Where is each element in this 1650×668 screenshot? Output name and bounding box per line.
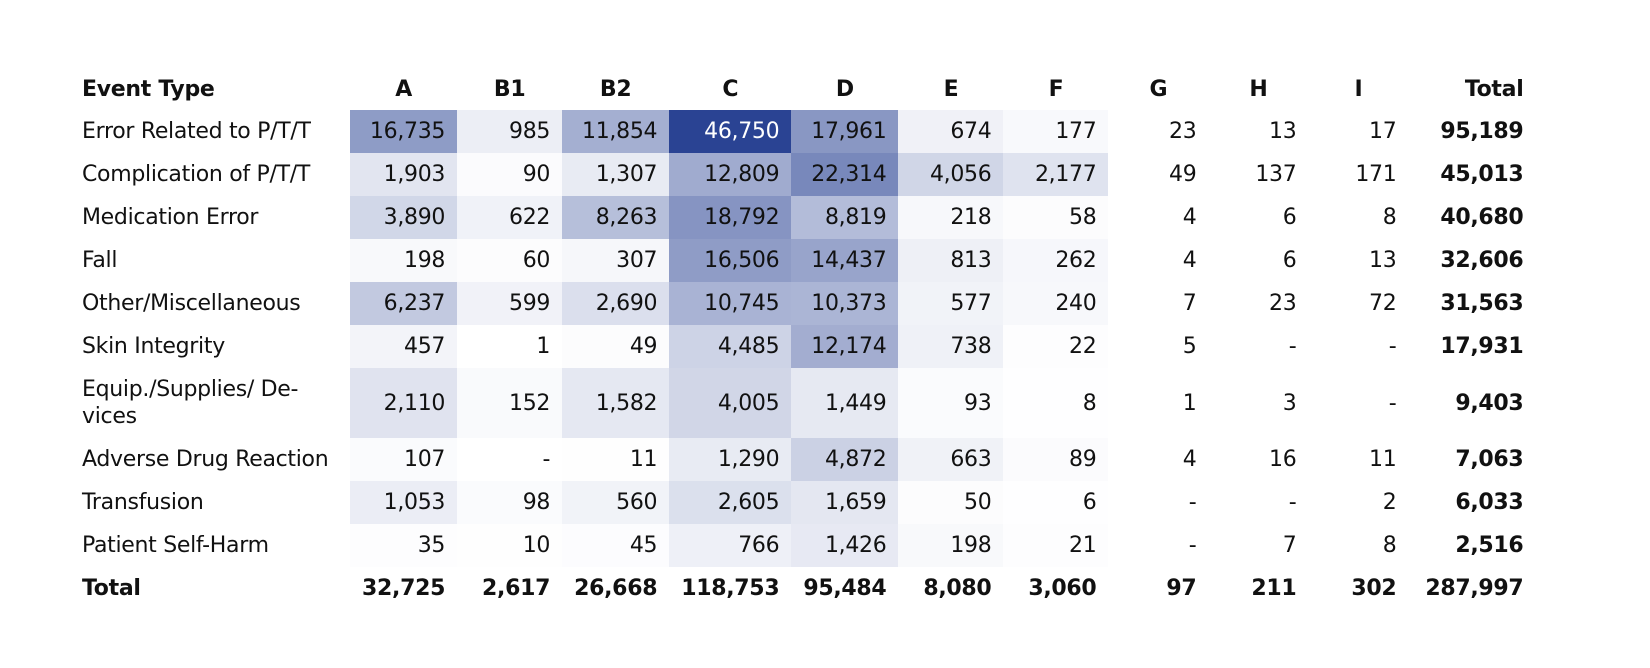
heatmap-cell: 12,809 [669, 153, 791, 196]
heatmap-cell: 218 [898, 196, 1003, 239]
row-label: Adverse Drug Reaction [82, 447, 329, 472]
column-total-cell: 97 [1166, 576, 1197, 601]
heatmap-cell: 1,290 [669, 438, 791, 481]
column-header-a: A [395, 77, 412, 102]
heatmap-cell: 2,177 [1003, 153, 1108, 196]
heatmap-cell: 22 [1003, 325, 1108, 368]
heatmap-cell: 7 [1282, 533, 1297, 558]
heatmap-cell: 11,854 [562, 110, 669, 153]
row-label: Medication Error [82, 205, 259, 230]
table-row [80, 239, 1525, 282]
heatmap-cell: 6 [1003, 481, 1108, 524]
column-total-cell: 118,753 [681, 576, 780, 601]
heatmap-cell: 1,307 [562, 153, 669, 196]
heatmap-cell: 98 [457, 481, 562, 524]
column-total-cell: 26,668 [574, 576, 658, 601]
row-total-cell: 40,680 [1440, 205, 1524, 230]
row-label: Transfusion [82, 490, 204, 515]
heatmap-cell: 72 [1369, 291, 1397, 316]
heatmap-cell: - [1188, 533, 1197, 558]
heatmap-cell: 457 [350, 325, 457, 368]
heatmap-cell: 663 [898, 438, 1003, 481]
column-total-cell: 302 [1351, 576, 1397, 601]
heatmap-cell: 2,605 [669, 481, 791, 524]
table-row [80, 438, 1525, 481]
header-row [80, 56, 1525, 110]
heatmap-cell: 171 [1355, 162, 1397, 187]
heatmap-cell: 4,485 [669, 325, 791, 368]
heatmap-cell: - [1288, 490, 1297, 515]
heatmap-cell: 813 [898, 239, 1003, 282]
row-total-cell: 45,013 [1440, 162, 1524, 187]
heatmap-cell: 3,890 [350, 196, 457, 239]
table-row [80, 368, 1525, 438]
column-header-h: H [1249, 77, 1268, 102]
column-header-g: G [1149, 77, 1168, 102]
heatmap-cell: 21 [1003, 524, 1108, 567]
row-label: Equip./Supplies/ De-vices [82, 377, 299, 429]
column-total-cell: 2,617 [482, 576, 551, 601]
heatmap-cell: 10,745 [669, 282, 791, 325]
heatmap-cell: 7 [1182, 291, 1197, 316]
heatmap-cell: 152 [457, 368, 562, 438]
column-total-cell: 3,060 [1028, 576, 1097, 601]
column-total-cell: 32,725 [362, 576, 446, 601]
column-header-total: Total [1464, 77, 1524, 102]
total-row [80, 567, 1525, 610]
heatmap-cell: 4,056 [898, 153, 1003, 196]
heatmap-cell: 5 [1182, 334, 1197, 359]
heatmap-cell: 16,735 [350, 110, 457, 153]
table-row [80, 110, 1525, 153]
column-total-cell: 211 [1251, 576, 1297, 601]
heatmap-cell: 2 [1382, 490, 1397, 515]
row-label: Complication of P/T/T [82, 162, 311, 187]
column-header-d: D [835, 77, 854, 102]
heatmap-cell: 3 [1282, 390, 1297, 416]
row-label: Fall [82, 248, 118, 273]
heatmap-cell: - [1188, 490, 1197, 515]
row-total-cell: 95,189 [1440, 119, 1524, 144]
column-total-cell: 8,080 [923, 576, 992, 601]
heatmap-cell: 1 [1182, 390, 1197, 416]
heatmap-cell: 262 [1003, 239, 1108, 282]
column-total-cell: 95,484 [803, 576, 887, 601]
heatmap-cell: 1,426 [791, 524, 898, 567]
heatmap-cell: 4 [1182, 248, 1197, 273]
heatmap-cell: 674 [898, 110, 1003, 153]
heatmap-cell: 1,449 [791, 368, 898, 438]
column-header-c: C [722, 77, 739, 102]
heatmap-cell: 622 [457, 196, 562, 239]
heatmap-cell: 93 [898, 368, 1003, 438]
heatmap-cell: 35 [350, 524, 457, 567]
column-header-i: I [1354, 77, 1363, 102]
heatmap-cell: 10,373 [791, 282, 898, 325]
heatmap-cell: 23 [1169, 119, 1197, 144]
row-label: Error Related to P/T/T [82, 119, 311, 144]
heatmap-cell: 6 [1282, 205, 1297, 230]
heatmap-cell: 8 [1382, 205, 1397, 230]
column-header-f: F [1048, 77, 1064, 102]
heatmap-cell: - [1288, 334, 1297, 359]
heatmap-cell: 1 [457, 325, 562, 368]
table-row [80, 196, 1525, 239]
row-total-cell: 9,403 [1455, 390, 1524, 416]
table-body [80, 110, 1525, 610]
total-row-label: Total [82, 576, 141, 601]
heatmap-cell: 13 [1269, 119, 1297, 144]
heatmap-cell: 8,819 [791, 196, 898, 239]
heatmap-cell: 18,792 [669, 196, 791, 239]
heatmap-cell: 8 [1003, 368, 1108, 438]
heatmap-cell: 2,690 [562, 282, 669, 325]
heatmap-cell: 4,005 [669, 368, 791, 438]
column-header-b2: B2 [599, 77, 632, 102]
heatmap-cell: 4 [1182, 447, 1197, 472]
row-label: Skin Integrity [82, 334, 225, 359]
heatmap-cell: 985 [457, 110, 562, 153]
row-label: Patient Self-Harm [82, 533, 269, 558]
row-total-cell: 7,063 [1455, 447, 1524, 472]
heatmap-cell: 177 [1003, 110, 1108, 153]
heatmap-cell: - [1388, 334, 1397, 359]
heatmap-cell: 1,659 [791, 481, 898, 524]
row-total-cell: 32,606 [1440, 248, 1524, 273]
heatmap-cell: 137 [1255, 162, 1297, 187]
heatmap-cell: 60 [457, 239, 562, 282]
heatmap-cell: 240 [1003, 282, 1108, 325]
heatmap-cell: 577 [898, 282, 1003, 325]
heatmap-cell: 560 [562, 481, 669, 524]
heatmap-cell: - [457, 438, 562, 481]
table-row [80, 524, 1525, 567]
heatmap-cell: 23 [1269, 291, 1297, 316]
grand-total-cell: 287,997 [1425, 576, 1524, 601]
heatmap-cell: 22,314 [791, 153, 898, 196]
heatmap-cell: 6,237 [350, 282, 457, 325]
heatmap-cell: 17,961 [791, 110, 898, 153]
heatmap-cell: 1,053 [350, 481, 457, 524]
heatmap-cell: 46,750 [669, 110, 791, 153]
heatmap-cell: 107 [350, 438, 457, 481]
table-row [80, 481, 1525, 524]
heatmap-table [80, 56, 1525, 610]
heatmap-cell: 4,872 [791, 438, 898, 481]
heatmap-cell: - [1388, 390, 1397, 416]
table-row [80, 325, 1525, 368]
heatmap-cell: 738 [898, 325, 1003, 368]
heatmap-cell: 50 [898, 481, 1003, 524]
heatmap-cell: 1,903 [350, 153, 457, 196]
heatmap-cell: 58 [1003, 196, 1108, 239]
heatmap-cell: 11 [1369, 447, 1397, 472]
heatmap-cell: 198 [350, 239, 457, 282]
heatmap-cell: 8 [1382, 533, 1397, 558]
heatmap-cell: 4 [1182, 205, 1197, 230]
heatmap-cell: 12,174 [791, 325, 898, 368]
heatmap-cell: 45 [562, 524, 669, 567]
heatmap-cell: 6 [1282, 248, 1297, 273]
column-header-b1: B1 [493, 77, 526, 102]
row-total-cell: 17,931 [1440, 334, 1524, 359]
heatmap-cell: 16,506 [669, 239, 791, 282]
row-total-cell: 6,033 [1455, 490, 1524, 515]
heatmap-cell: 89 [1003, 438, 1108, 481]
row-header: Event Type [82, 77, 215, 102]
heatmap-cell: 17 [1369, 119, 1397, 144]
heatmap-cell: 2,110 [350, 368, 457, 438]
heatmap-cell: 8,263 [562, 196, 669, 239]
heatmap-cell: 766 [669, 524, 791, 567]
heatmap-cell: 307 [562, 239, 669, 282]
row-total-cell: 2,516 [1455, 533, 1524, 558]
heatmap-cell: 49 [562, 325, 669, 368]
row-label: Other/Miscellaneous [82, 291, 301, 316]
table-row [80, 282, 1525, 325]
heatmap-cell: 90 [457, 153, 562, 196]
column-header-e: E [943, 77, 959, 102]
heatmap-cell: 49 [1169, 162, 1197, 187]
heatmap-cell: 1,582 [562, 368, 669, 438]
heatmap-cell: 13 [1369, 248, 1397, 273]
heatmap-cell: 10 [457, 524, 562, 567]
heatmap-cell: 599 [457, 282, 562, 325]
table-row [80, 153, 1525, 196]
heatmap-cell: 198 [898, 524, 1003, 567]
heatmap-cell: 16 [1269, 447, 1297, 472]
heatmap-cell: 11 [562, 438, 669, 481]
row-total-cell: 31,563 [1440, 291, 1524, 316]
heatmap-cell: 14,437 [791, 239, 898, 282]
